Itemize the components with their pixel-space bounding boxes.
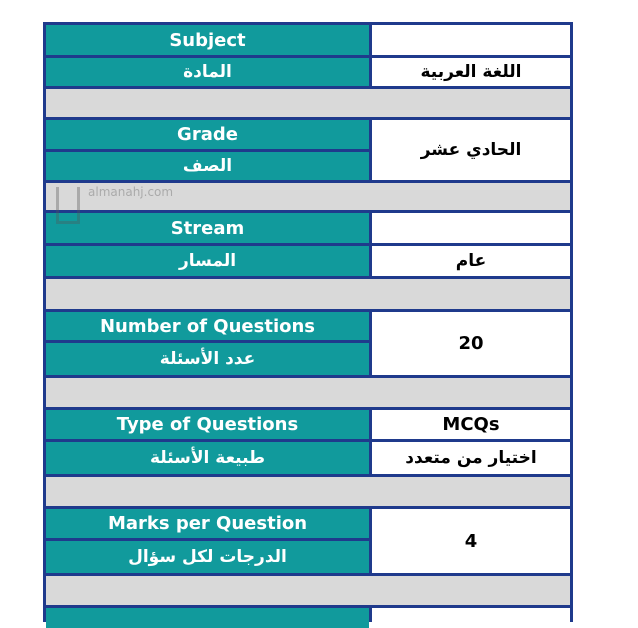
spacer-row: [46, 183, 570, 210]
exam-info-table: [43, 22, 573, 622]
subject-value: اللغة العربية: [372, 58, 570, 86]
type-questions-label-ar: طبيعة الأسئلة: [46, 442, 369, 474]
num-questions-label-en: Number of Questions: [46, 312, 369, 340]
grade-value: الحادي عشر: [372, 120, 570, 180]
num-questions-value: 20: [372, 312, 570, 375]
spacer-row: [46, 576, 570, 605]
marks-label-en: Marks per Question: [46, 509, 369, 538]
spacer-row: [46, 477, 570, 506]
subject-value-top: [372, 25, 570, 55]
subject-label-en: Subject: [46, 25, 369, 55]
spacer-row: [46, 279, 570, 309]
marks-value: 4: [372, 509, 570, 573]
stream-value: عام: [372, 246, 570, 276]
stream-label-ar: المسار: [46, 246, 369, 276]
stream-value-top: [372, 213, 570, 243]
grade-label-en: Grade: [46, 120, 369, 149]
subject-label-ar: المادة: [46, 58, 369, 86]
type-questions-value-en: MCQs: [372, 410, 570, 439]
type-questions-label-en: Type of Questions: [46, 410, 369, 439]
type-questions-value-ar: اختيار من متعدد: [372, 442, 570, 474]
next-label-en: [46, 608, 369, 628]
watermark-text: almanahj.com: [88, 185, 174, 199]
next-value: [372, 608, 570, 628]
spacer-row: [46, 378, 570, 407]
stream-label-en: Stream: [46, 213, 369, 243]
marks-label-ar: الدرجات لكل سؤال: [46, 541, 369, 573]
num-questions-label-ar: عدد الأسئلة: [46, 343, 369, 375]
spacer-row: [46, 89, 570, 117]
grade-label-ar: الصف: [46, 152, 369, 180]
